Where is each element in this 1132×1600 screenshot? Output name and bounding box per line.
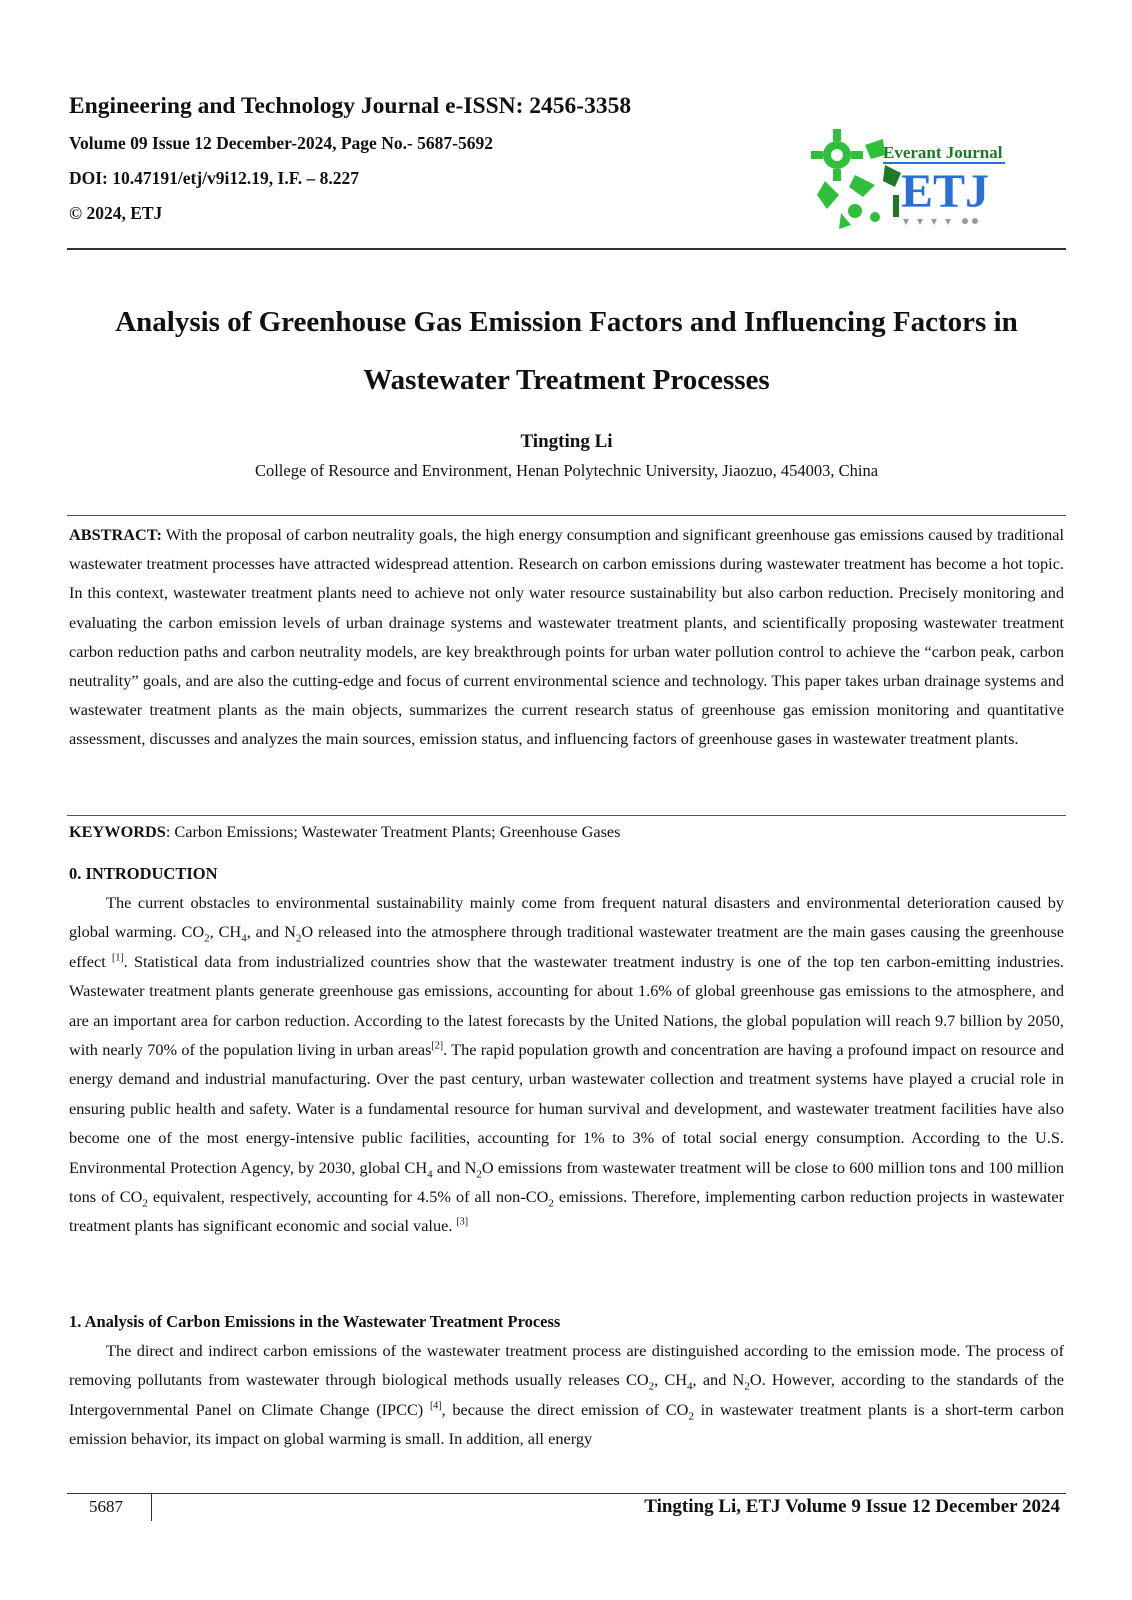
svg-text:Everant Journal: Everant Journal — [883, 143, 1003, 162]
abstract-bottom-rule — [67, 815, 1066, 816]
paper-title — [67, 293, 1066, 409]
section-1-paragraph: The direct and indirect carbon emissions of the wastewater treatment process are distinguished according to the emission mode. The process of removing pollutants from wastewater through biological methods usually releases $CO_2$, $CH_4$, and $N_2O$. However, according to the standards of the Intergovernmental Panel on Climate Change (IPCC) [4], because the direct emission of $CO_2$ in wastewater treatment plants is a short-term carbon emission behavior, its impact on global warming is small. In addition, all energy — [69, 1341, 1064, 1449]
keywords-text: : Carbon Emissions; Wastewater Treatment Plants; Greenhouse Gases — [165, 822, 621, 841]
abstract-text: With the proposal of carbon neutrality goals, the high energy consumption and significant greenhouse gas emissions caused by traditional wastewater treatment processes have attracted widespread attention. Research on carbon emissions during wastewater treatment has become a hot topic. In this context, wastewater treatment plants need to achieve not only water resource sustainability but also carbon reduction. Precisely monitoring and evaluating the carbon emission levels of urban drainage systems and wastewater treatment plants, and scientifically proposing wastewater treatment carbon reduction paths and carbon neutrality models, are key breakthrough points for urban water pollution control to achieve the “carbon peak, carbon neutrality” goals, and are also the cutting-edge and focus of current environmental science and technology. This paper takes urban drainage systems and wastewater treatment plants as the main objects, summarizes the current research status of greenhouse gas emission monitoring and quantitative assessment, discusses and analyzes the main sources, emission status, and influencing factors of greenhouse gases in wastewater treatment plants. — [69, 525, 1064, 749]
journal-name: Engineering and Technology Journal e-ISSN: 2456-3358 — [69, 93, 632, 119]
title-line-2: Wastewater Treatment Processes — [363, 364, 770, 396]
page-number: 5687 — [89, 1497, 123, 1516]
citation-ref: [2] — [431, 1040, 444, 1052]
etj-logo — [805, 125, 1020, 235]
footer-rule — [67, 1493, 1066, 1494]
citation-ref: [1] — [111, 952, 124, 964]
etj-logo-graphic — [805, 125, 1020, 235]
citation-ref: [4] — [429, 1400, 442, 1412]
footer-citation: Tingting Li, ETJ Volume 9 Issue 12 December 2024 — [644, 1496, 1060, 1517]
abstract-top-rule — [67, 515, 1066, 516]
intro-heading: 0. INTRODUCTION — [69, 864, 218, 883]
volume-info: Volume 09 Issue 12 December-2024, Page No.- 5687-5692 — [69, 133, 493, 153]
abstract-label: ABSTRACT: — [69, 525, 162, 544]
citation-ref: [3] — [456, 1217, 469, 1229]
svg-text:ETJ: ETJ — [901, 165, 990, 218]
intro-paragraph: The current obstacles to environmental sustainability mainly come from frequent natural disasters and environmental deterioration caused by global warming. $CO_2$, $CH_4$, and $N_2O$ released into the atmosphere through traditional wastewater treatment are the main gases causing the greenhouse effect [1]. Statistical data from industrialized countries show that the wastewater treatment industry is one of the top ten carbon-emitting industries. Wastewater treatment plants generate greenhouse gas emissions, accounting for about 1.6% of global greenhouse gas emissions to the atmosphere, and are an important area for carbon reduction. According to the latest forecasts by the United Nations, the global population will reach 9.7 billion by 2050, with nearly 70% of the population living in urban areas[2]. The rapid population growth and concentration are having a profound impact on resource and energy demand and industrial manufacturing. Over the past century, urban wastewater collection and treatment systems have played a crucial role in ensuring public health and safety. Water is a fundamental resource for human survival and development, and wastewater treatment facilities have also become one of the most energy-intensive public facilities, accounting for 1% to 3% of total social energy consumption. According to the U.S. Environmental Protection Agency, by 2030, global $CH_4$ and $N_2O$ emissions from wastewater treatment will be close to 600 million tons and 100 million tons of $CO_2$ equivalent, respectively, accounting for 4.5% of all non-$CO_2$ emissions. Therefore, implementing carbon reduction projects in wastewater treatment plants has significant economic and social value. [3] — [69, 893, 1065, 1236]
journal-header — [69, 86, 689, 231]
keywords-label: KEYWORDS — [69, 822, 166, 841]
doi-info: DOI: 10.47191/etj/v9i12.19, I.F. – 8.227 — [69, 168, 360, 188]
author-affiliation: College of Resource and Environment, Henan Polytechnic University, Jiaozuo, 454003, China — [254, 461, 879, 480]
abstract — [69, 520, 1064, 754]
section-1-heading: 1. Analysis of Carbon Emissions in the Wastewater Treatment Process — [69, 1312, 561, 1331]
author-name: Tingting Li — [520, 431, 613, 452]
copyright-info: © 2024, ETJ — [69, 203, 163, 223]
title-line-1: Analysis of Greenhouse Gas Emission Factors and Influencing Factors in — [115, 306, 1018, 338]
keywords — [69, 819, 1064, 845]
header-divider — [67, 248, 1066, 250]
footer-separator — [151, 1493, 152, 1521]
